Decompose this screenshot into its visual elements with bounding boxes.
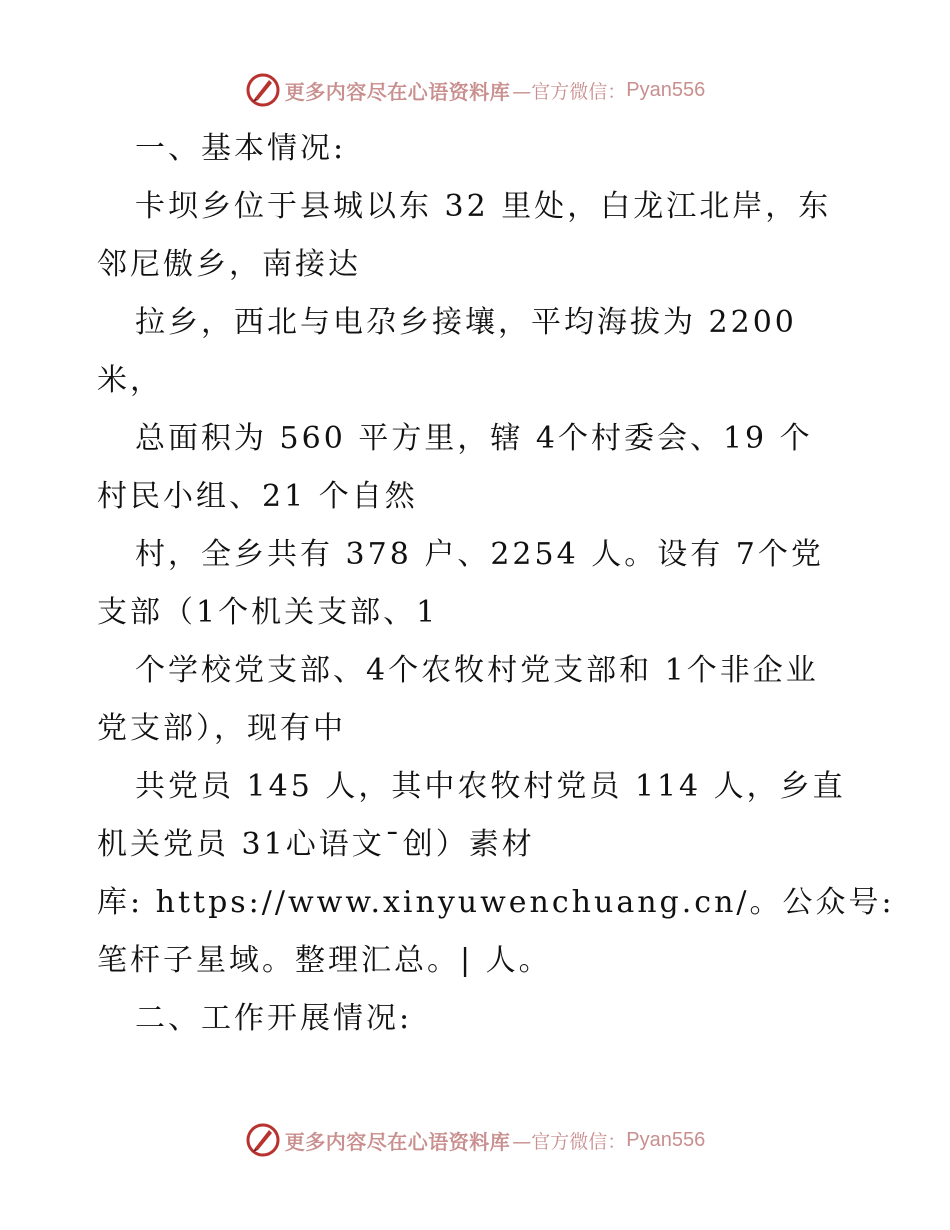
footer-separator-text: —官方微信： [512, 1130, 627, 1153]
text-line: 米， [97, 363, 163, 398]
text-line: 库: https://www.xinyuwenchuang.cn/。公众号: [97, 885, 895, 920]
footer-watermark [0, 1120, 950, 1160]
text-line: 村，全乡共有 378 户、2254 人。设有 7个党 [135, 537, 824, 572]
text-line: 总面积为 560 平方里，辖 4个村委会、19 个 [135, 421, 813, 456]
text-line: 党支部），现有中 [97, 711, 346, 746]
header-site-text: 更多内容尽在心语资料库 [284, 79, 511, 104]
text-line: 共党员 145 人，其中农牧村党员 114 人，乡直 [135, 769, 846, 804]
quill-logo-icon [245, 72, 281, 108]
header-watermark [0, 70, 950, 110]
quill-logo-icon [245, 1122, 281, 1158]
text-line: 拉乡，西北与电尕乡接壤，平均海拔为 2200 [135, 305, 797, 340]
text-line: 支部（1个机关支部、1 [97, 595, 439, 630]
text-line: 一、基本情况: [135, 131, 347, 166]
footer-wechat-id: Pyan556 [626, 1128, 706, 1151]
document-body [97, 120, 895, 1048]
text-line: 笔杆子星域。整理汇总。| 人。 [97, 943, 552, 978]
footer-site-text: 更多内容尽在心语资料库 [284, 1129, 511, 1154]
text-line: 个学校党支部、4个农牧村党支部和 1个非企业 [135, 653, 819, 688]
text-line: 村民小组、21 个自然 [97, 479, 418, 514]
text-line: 卡坝乡位于县城以东 32 里处，白龙江北岸，东 [135, 189, 832, 224]
text-line: 邻尼傲乡，南接达 [97, 247, 361, 282]
header-separator-text: —官方微信： [512, 80, 627, 103]
header-wechat-id: Pyan556 [626, 78, 706, 101]
text-line: 二、工作开展情况: [135, 1001, 413, 1036]
text-line: 机关党员 31心语文¯创）素材 [97, 827, 535, 862]
